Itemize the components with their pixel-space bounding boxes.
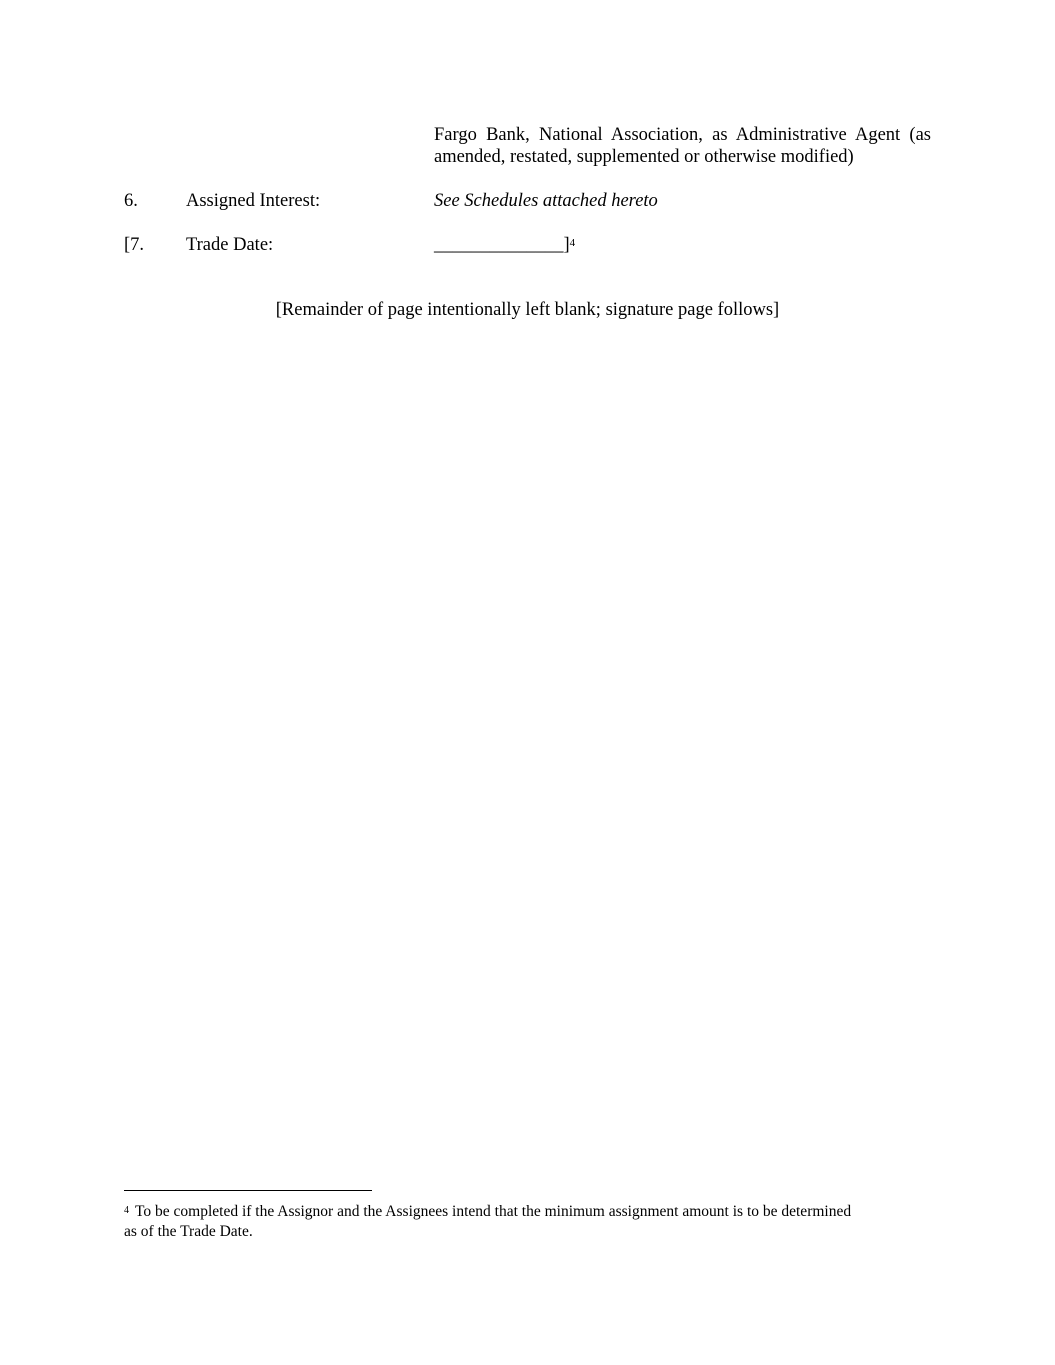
continuation-line-1: Fargo Bank, National Association, as Administrative Agent (as	[434, 125, 931, 145]
item-assigned-interest	[124, 189, 944, 213]
item-label: Assigned Interest:	[186, 191, 321, 211]
item-trade-date	[124, 233, 944, 257]
footnote-text: To be completed if the Assignor and the Assignees intend that the minimum assignment amount is to be determined as of the Trade Date.	[124, 1203, 852, 1240]
item-label: Trade Date:	[186, 235, 274, 255]
continuation-paragraph	[434, 124, 931, 168]
footnote-separator	[124, 1190, 372, 1191]
item-number: 6.	[124, 191, 138, 211]
trade-date-blank: ______________]	[434, 235, 570, 255]
footnote-reference[interactable]: 4	[569, 237, 576, 249]
remainder-note: [Remainder of page intentionally left blank; signature page follows]	[275, 300, 780, 320]
continuation-line-2: amended, restated, supplemented or otherwise modified)	[434, 147, 854, 167]
footnote-marker: 4	[124, 1205, 129, 1216]
footnote	[124, 1202, 864, 1242]
item-value	[434, 233, 575, 257]
item-value: See Schedules attached hereto	[434, 191, 658, 211]
item-number: [7.	[124, 235, 145, 255]
